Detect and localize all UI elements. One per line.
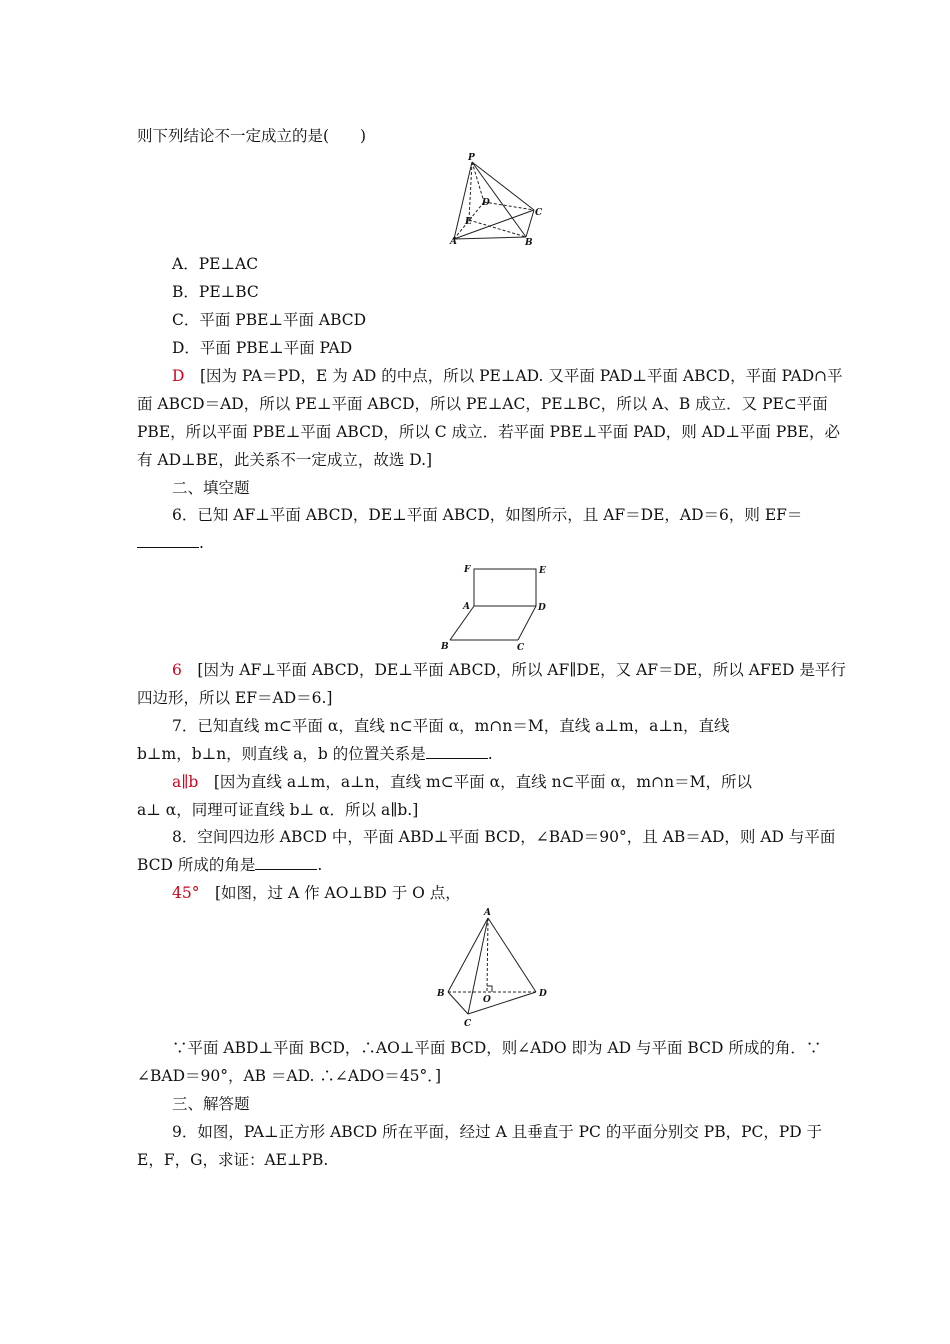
q5-stem: 则下列结论不一定成立的是( ) (137, 127, 367, 145)
q5-answer: D (172, 367, 185, 385)
label-p: P (468, 153, 475, 163)
label-d: D (482, 198, 490, 208)
q7-answer-blank[interactable] (426, 746, 488, 759)
label-f: F (464, 565, 471, 575)
label-b: B (525, 238, 533, 248)
q7-stem-line-1: 7．已知直线 m⊂平面 α，直线 n⊂平面 α，m∩n＝M，直线 a⊥m，a⊥n，直线 (172, 717, 730, 735)
q6-explanation-line-2: 四边形，所以 EF＝AD＝6.] (137, 689, 333, 707)
q7-answer: a∥b (172, 773, 199, 791)
q8-explanation-line-1: ∵平面 ABD⊥平面 BCD，∴AO⊥平面 BCD，则∠ADO 即为 AD 与平面 BCD 所成的角．∵ (172, 1039, 822, 1057)
label-a: A (484, 908, 491, 918)
label-e: E (465, 217, 472, 227)
section-heading-fill-in: 二、填空题 (172, 479, 250, 497)
q5-explanation-line-1: D [因为 PA＝PD，E 为 AD 的中点，所以 PE⊥AD. 又平面 PAD⊥平面 ABCD，平面 PAD∩平 (172, 367, 843, 385)
q6-answer-blank[interactable] (137, 535, 199, 548)
q6-stem: 6．已知 AF⊥平面 ABCD，DE⊥平面 ABCD，如图所示，且 AF＝DE，AD＝6，则 EF＝ (172, 506, 803, 524)
q5-option-c: C．平面 PBE⊥平面 ABCD (172, 311, 367, 329)
q5-option-d: D．平面 PBE⊥平面 PAD (172, 339, 353, 357)
q5-explanation-line-2: 面 ABCD＝AD，所以 PE⊥平面 ABCD，所以 PE⊥AC，PE⊥BC，所以 A、B 成立．又 PE⊂平面 (137, 395, 828, 413)
q5-option-b: B．PE⊥BC (172, 283, 259, 301)
label-b: B (437, 989, 445, 999)
q8-figure-tetrahedron (432, 906, 556, 1034)
q6-figure (438, 560, 556, 658)
label-b: B (441, 642, 449, 652)
label-c: C (535, 208, 543, 218)
q7-stem-line-2: b⊥m，b⊥n，则直线 a，b 的位置关系是 . (137, 745, 493, 763)
q7-explanation-line-1: a∥b [因为直线 a⊥m，a⊥n，直线 m⊂平面 α，直线 n⊂平面 α，m∩n＝M，所以 (172, 773, 752, 791)
q8-explanation-head: 45° [如图，过 A 作 AO⊥BD 于 O 点， (172, 884, 461, 902)
section-heading-solve: 三、解答题 (172, 1095, 250, 1113)
q9-stem-line-2: E，F，G，求证：AE⊥PB. (137, 1151, 329, 1169)
q8-answer-blank[interactable] (255, 857, 317, 870)
label-e: E (539, 566, 546, 576)
q6-answer: 6 (172, 661, 182, 679)
label-d: D (539, 989, 547, 999)
q8-answer: 45° (172, 884, 200, 902)
q5-figure-pyramid (446, 150, 550, 252)
q7-explanation-line-2: a⊥ α，同理可证直线 b⊥ α．所以 a∥b.] (137, 801, 419, 819)
label-a: A (463, 602, 470, 612)
label-o: O (483, 995, 491, 1005)
q5-option-a: A．PE⊥AC (172, 255, 259, 273)
q9-stem-line-1: 9．如图，PA⊥正方形 ABCD 所在平面，经过 A 且垂直于 PC 的平面分别交 PB，PC，PD 于 (172, 1123, 823, 1141)
q5-explanation-line-3: PBE，所以平面 PBE⊥平面 ABCD，所以 C 成立．若平面 PBE⊥平面 PAD，则 AD⊥平面 PBE，必 (137, 423, 840, 441)
q8-stem-line-1: 8．空间四边形 ABCD 中，平面 ABD⊥平面 BCD，∠BAD＝90°，且 AB＝AD，则 AD 与平面 (172, 828, 836, 846)
q8-stem-line-2: BCD 所成的角是 . (137, 856, 323, 874)
label-c: C (517, 643, 525, 653)
label-d: D (538, 603, 546, 613)
q6-blank-line: . (137, 533, 204, 553)
label-c: C (464, 1019, 472, 1029)
q5-explanation-line-4: 有 AD⊥BE，此关系不一定成立，故选 D.] (137, 451, 433, 469)
q6-explanation-line-1: 6 [因为 AF⊥平面 ABCD，DE⊥平面 ABCD，所以 AF∥DE，又 AF＝DE，所以 AFED 是平行 (172, 661, 846, 679)
label-a: A (450, 237, 457, 247)
q8-explanation-line-2: ∠BAD＝90°，AB ＝AD. ∴∠ADO＝45°．] (137, 1067, 441, 1085)
